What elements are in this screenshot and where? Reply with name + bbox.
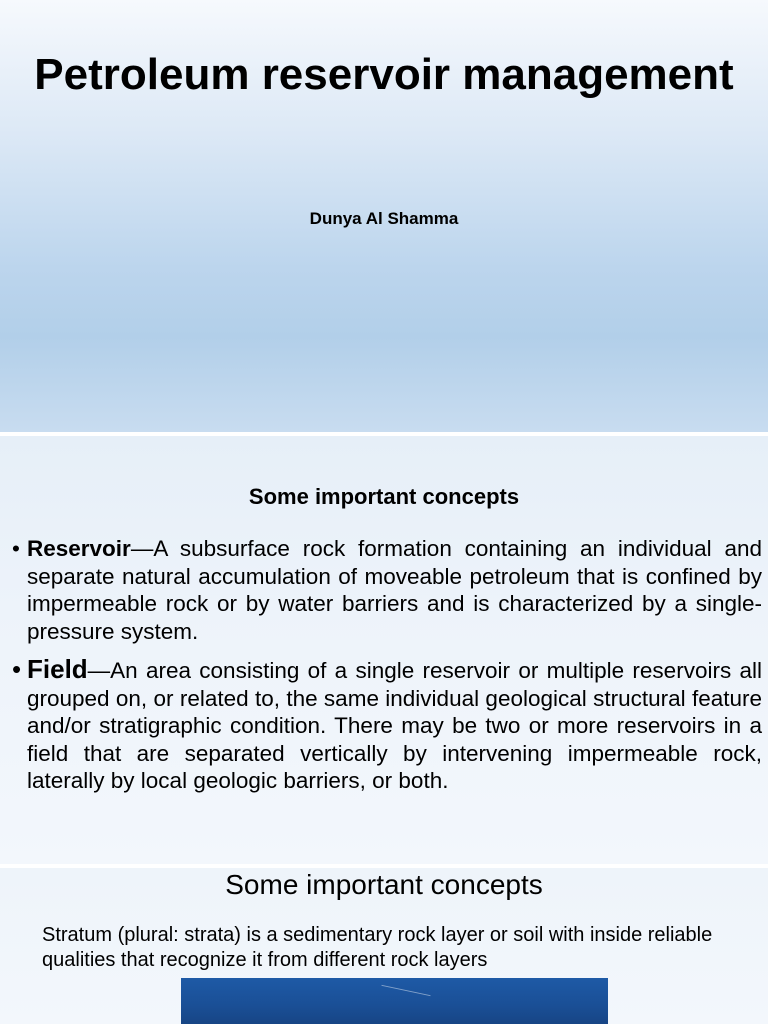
author-name: Dunya Al Shamma	[309, 209, 459, 228]
term-reservoir: Reservoir	[27, 536, 131, 561]
strata-photo	[181, 978, 608, 1024]
term-field: Field	[27, 654, 88, 684]
definition-reservoir: —A subsurface rock formation containing an individual and separate natural accumulation of moveable petroleum that is confined by impermeable rock or by water barriers and is characterized by a single-pressure system.	[27, 536, 762, 644]
slide-heading: Some important concepts	[225, 869, 543, 900]
bullet-field	[12, 656, 762, 795]
bullet-marker: •	[12, 654, 22, 684]
strata-slide	[0, 868, 768, 1024]
title-slide	[0, 0, 768, 432]
definition-field: —An area consisting of a single reservoir or multiple reservoirs all grouped on, or related to, the same individual geological structural feature and/or stratigraphic condition. There may be two or more reservoirs in a field that are separated vertically by intervening impermeable rock, laterally by local geologic barriers, or both.	[27, 658, 762, 793]
concepts-slide	[0, 436, 768, 864]
slide-heading: Some important concepts	[248, 484, 520, 509]
stratum-definition: Stratum (plural: strata) is a sedimentary rock layer or soil with inside reliable qualities that recognize it from different rock layers	[42, 924, 713, 971]
bullet-text	[27, 656, 762, 795]
slide-title: Petroleum reservoir management	[34, 50, 734, 99]
bullet-text	[27, 535, 762, 645]
bullet-reservoir	[12, 535, 762, 645]
photo-streak	[381, 985, 430, 996]
bullet-marker: •	[12, 536, 20, 561]
